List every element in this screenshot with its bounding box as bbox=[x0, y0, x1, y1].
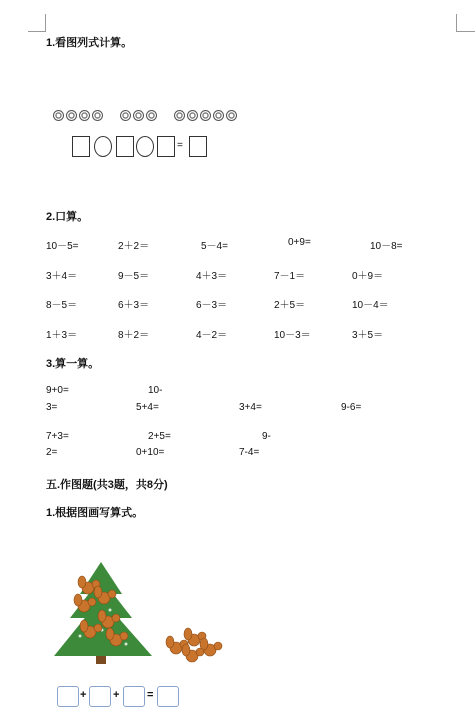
answer-square[interactable] bbox=[116, 136, 134, 157]
oral-calc-item: 8－5＝ bbox=[46, 300, 78, 311]
oral-calc-item: 10－8= bbox=[370, 241, 403, 252]
plus-sign: + bbox=[113, 689, 120, 701]
answer-box[interactable] bbox=[57, 686, 79, 707]
oral-calc-item: 4＋3＝ bbox=[196, 271, 228, 282]
ring-group-2 bbox=[120, 108, 163, 125]
ring-group-3 bbox=[174, 108, 239, 125]
oral-calc-item: 2＋5＝ bbox=[274, 300, 306, 311]
calc-item: 10- bbox=[148, 385, 163, 396]
answer-box[interactable] bbox=[157, 686, 179, 707]
ring-icon bbox=[120, 110, 131, 121]
section-1-title: 1.看图列式计算。 bbox=[46, 37, 133, 49]
answer-box[interactable] bbox=[89, 686, 111, 707]
oral-calc-item: 2＋2＝ bbox=[118, 241, 150, 252]
page-corner-mark-right-v bbox=[456, 14, 457, 32]
calc-item: 9-6= bbox=[341, 402, 362, 413]
operator-circle[interactable] bbox=[136, 136, 154, 157]
oral-calc-item: 3＋4＝ bbox=[46, 271, 78, 282]
section-5-question-1: 1.根据图画写算式。 bbox=[46, 507, 144, 519]
calc-item: 9- bbox=[262, 431, 271, 442]
oral-calc-item: 10－3＝ bbox=[274, 330, 311, 341]
calc-item: 0+10= bbox=[136, 447, 165, 458]
answer-square[interactable] bbox=[189, 136, 207, 157]
oral-calc-item: 1＋3＝ bbox=[46, 330, 78, 341]
oral-calc-item: 6＋3＝ bbox=[118, 300, 150, 311]
page-corner-mark-left-h bbox=[28, 31, 46, 32]
oral-calc-item: 7－1＝ bbox=[274, 271, 306, 282]
section-3-title: 3.算一算。 bbox=[46, 358, 100, 370]
oral-calc-item: 0+9= bbox=[288, 237, 311, 248]
ring-icon bbox=[226, 110, 237, 121]
ring-icon bbox=[66, 110, 77, 121]
ring-groups bbox=[53, 108, 239, 126]
oral-calc-item: 5－4= bbox=[201, 241, 228, 252]
calc-item: 2= bbox=[46, 447, 58, 458]
oral-calc-item: 10－5= bbox=[46, 241, 79, 252]
ring-icon bbox=[79, 110, 90, 121]
calc-item: 5+4= bbox=[136, 402, 159, 413]
oral-calc-item: 8＋2＝ bbox=[118, 330, 150, 341]
ring-icon bbox=[146, 110, 157, 121]
oral-calc-item: 6－3＝ bbox=[196, 300, 228, 311]
page-corner-mark-left-v bbox=[45, 14, 46, 32]
calc-item: 3+4= bbox=[239, 402, 262, 413]
squirrel-icon bbox=[166, 628, 222, 662]
ring-group-1 bbox=[53, 108, 109, 125]
section-5-title: 五.作图题(共3题，共8分) bbox=[46, 479, 168, 491]
ring-icon bbox=[213, 110, 224, 121]
oral-calc-item: 3＋5＝ bbox=[352, 330, 384, 341]
calc-item: 7-4= bbox=[239, 447, 260, 458]
ring-icon bbox=[133, 110, 144, 121]
answer-box[interactable] bbox=[123, 686, 145, 707]
page-corner-mark-right-h bbox=[456, 31, 475, 32]
calc-item: 2+5= bbox=[148, 431, 171, 442]
section-2-title: 2.口算。 bbox=[46, 211, 89, 223]
oral-calc-item: 10－4＝ bbox=[352, 300, 389, 311]
calc-item: 9+0= bbox=[46, 385, 69, 396]
answer-square[interactable] bbox=[72, 136, 90, 157]
equals-sign: = bbox=[147, 689, 154, 701]
oral-calc-item: 9－5＝ bbox=[118, 271, 150, 282]
ring-icon bbox=[92, 110, 103, 121]
calc-item: 3= bbox=[46, 402, 58, 413]
ring-icon bbox=[174, 110, 185, 121]
answer-square[interactable] bbox=[157, 136, 175, 157]
oral-calc-item: 0＋9＝ bbox=[352, 271, 384, 282]
ring-icon bbox=[187, 110, 198, 121]
tree-squirrels-illustration bbox=[50, 560, 230, 672]
equals-sign: = bbox=[177, 140, 183, 151]
operator-circle[interactable] bbox=[94, 136, 112, 157]
oral-calc-item: 4－2＝ bbox=[196, 330, 228, 341]
ring-icon bbox=[200, 110, 211, 121]
plus-sign: + bbox=[80, 689, 87, 701]
ring-icon bbox=[53, 110, 64, 121]
calc-item: 7+3= bbox=[46, 431, 69, 442]
